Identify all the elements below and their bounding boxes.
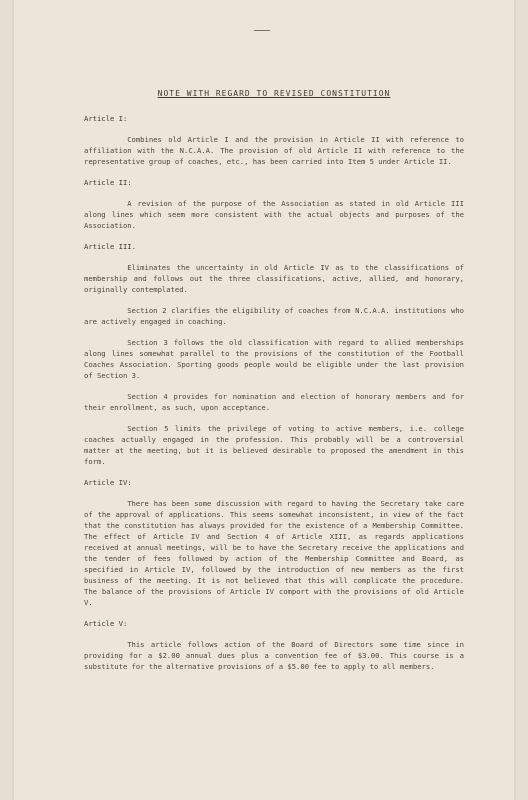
article-section (84, 241, 464, 467)
article-heading: Article II: (84, 178, 132, 187)
article-paragraph: Section 2 clarifies the eligibility of coaches from N.C.A.A. institutions who are actively engaged in coaching. (84, 306, 464, 326)
article-paragraph: Combines old Article I and the provision in Article II with reference to affiliation with the N.C.A.A. The provision of old Article II with reference to the representative group of coaches, etc., has been carried into Item 5 under Article II. (84, 135, 464, 166)
article-paragraph: Eliminates the uncertainty in old Article IV as to the classifications of membership and follows out the three classifications, active, allied, and honorary, originally contemplated. (84, 263, 464, 294)
article-paragraph: Section 4 provides for nomination and election of honorary members and for their enrollment, as such, upon acceptance. (84, 392, 464, 412)
article-paragraph: This article follows action of the Board of Directors some time since in providing for a $2.00 annual dues plus a convention fee of $3.00. This course is a substitute for the alternative provisions of a $5.00 fee to apply to all members. (84, 640, 464, 671)
document-body (84, 88, 464, 682)
article-section (84, 177, 464, 231)
article-paragraph: Section 5 limits the privilege of voting to active members, i.e. college coaches actually engaged in the profession. This probably will be a controversial matter at the meeting, but it is believed desirable to proposed the amendment in this form. (84, 424, 464, 466)
article-heading: Article IV: (84, 478, 132, 487)
document-title: NOTE WITH REGARD TO REVISED CONSTITUTION (157, 89, 391, 98)
article-paragraph: Section 3 follows the old classification with regard to allied memberships along lines somewhat parallel to the provisions of the constitution of the Football Coaches Association. Sporting goods people would be eligible under the last provision of Section 3. (84, 338, 464, 380)
article-section (84, 477, 464, 608)
article-heading: Article I: (84, 114, 128, 123)
article-section (84, 113, 464, 167)
article-section (84, 618, 464, 672)
article-heading: Article V: (84, 619, 128, 628)
document-page (14, 0, 514, 800)
article-heading: Article III. (84, 242, 136, 251)
article-paragraph: There has been some discussion with regard to having the Secretary take care of the approval of applications. This seems somewhat inconsistent, in view of the fact that the constitution has always provided for the existence of a Membership Committee. The effect of Article IV and Section 4 of Article XIII, as regards applications received at annual meetings, will be to have the Secretary receive the applications and the tender of fees followed by action of the Membership Committee and Board, as specified in Article IV, followed by the introduction of new members as the first business of the meeting. It is not believed that this will complicate the procedure. The balance of the provisions of Article IV comport with the provisions of old Article V. (84, 499, 464, 607)
article-paragraph: A revision of the purpose of the Association as stated in old Article III along lines which seem more consistent with the actual objects and purposes of the Association. (84, 199, 464, 230)
page-mark (254, 30, 270, 31)
